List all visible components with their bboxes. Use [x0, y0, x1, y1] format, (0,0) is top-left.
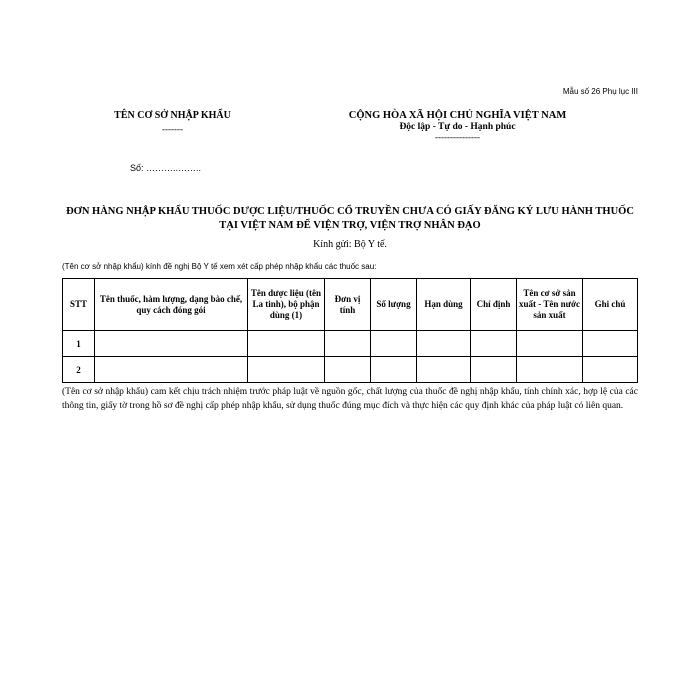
table-cell	[95, 357, 248, 383]
header-herb-name: Tên dược liệu (tên La tinh), bộ phận dùng (1)	[248, 279, 325, 331]
national-motto: Độc lập - Tự do - Hạnh phúc	[399, 122, 516, 132]
national-header	[320, 110, 595, 142]
table-cell	[417, 357, 471, 383]
table-cell	[471, 357, 517, 383]
table-cell	[583, 357, 638, 383]
national-title: CỘNG HÒA XÃ HỘI CHỦ NGHĨA VIỆT NAM	[348, 110, 567, 121]
table-cell	[95, 331, 248, 357]
table-cell	[371, 331, 417, 357]
table-cell	[371, 357, 417, 383]
document-title: ĐƠN HÀNG NHẬP KHẨU THUỐC DƯỢC LIỆU/THUỐC CỔ TRUYỀN CHƯA CÓ GIẤY ĐĂNG KÝ LƯU HÀNH THUỐC TẠI VIỆT NAM ĐỂ VIỆN TRỢ, VIỆN TRỢ NHÂN ĐẠO	[66, 206, 634, 231]
header-expiry: Hạn dùng	[417, 279, 471, 331]
table-cell	[325, 331, 371, 357]
header-quantity: Số lượng	[371, 279, 417, 331]
table-row	[63, 357, 638, 383]
table-cell	[583, 331, 638, 357]
header-drug-name: Tên thuốc, hàm lượng, dạng bào chế, quy cách đóng gói	[95, 279, 248, 331]
intro-text: (Tên cơ sở nhập khẩu) kính đề nghị Bộ Y tế xem xét cấp phép nhập khẩu các thuốc sau:	[62, 262, 377, 271]
table-cell	[471, 331, 517, 357]
importer-underline: -------	[162, 124, 183, 134]
table-cell	[325, 357, 371, 383]
table-cell-stt: 1	[63, 331, 95, 357]
table-cell	[517, 357, 583, 383]
table-header-row	[63, 279, 638, 331]
table-cell	[248, 357, 325, 383]
importer-name-label: TÊN CƠ SỞ NHẬP KHẨU	[114, 110, 231, 121]
header-stt: STT	[63, 279, 95, 331]
national-underline: ---------------	[435, 132, 480, 142]
header-unit: Đơn vị tính	[325, 279, 371, 331]
closing-commitment: (Tên cơ sở nhập khẩu) cam kết chịu trách nhiệm trước pháp luật về nguồn gốc, chất lượng của thuốc đề nghị nhập khẩu, tính chính xác, hợp lệ của các thông tin, giấy tờ trong hồ sơ đề nghị cấp phép nhập khẩu, sử dụng thuốc đúng mục đích và thực hiện các quy định khác của pháp luật có liên quan.	[62, 387, 638, 411]
header-indication: Chỉ định	[471, 279, 517, 331]
greeting: Kính gửi: Bộ Y tế.	[313, 239, 387, 250]
form-number: Mẫu số 26 Phụ lục III	[562, 87, 638, 96]
document-number: Số: ………..……..	[130, 163, 202, 173]
table-cell-stt: 2	[63, 357, 95, 383]
importer-header	[95, 110, 250, 134]
table-cell	[248, 331, 325, 357]
header-manufacturer: Tên cơ sở sản xuất - Tên nước sản xuất	[517, 279, 583, 331]
table-cell	[517, 331, 583, 357]
table-row	[63, 331, 638, 357]
header-notes: Ghi chú	[583, 279, 638, 331]
order-table	[62, 278, 638, 383]
table-cell	[417, 331, 471, 357]
